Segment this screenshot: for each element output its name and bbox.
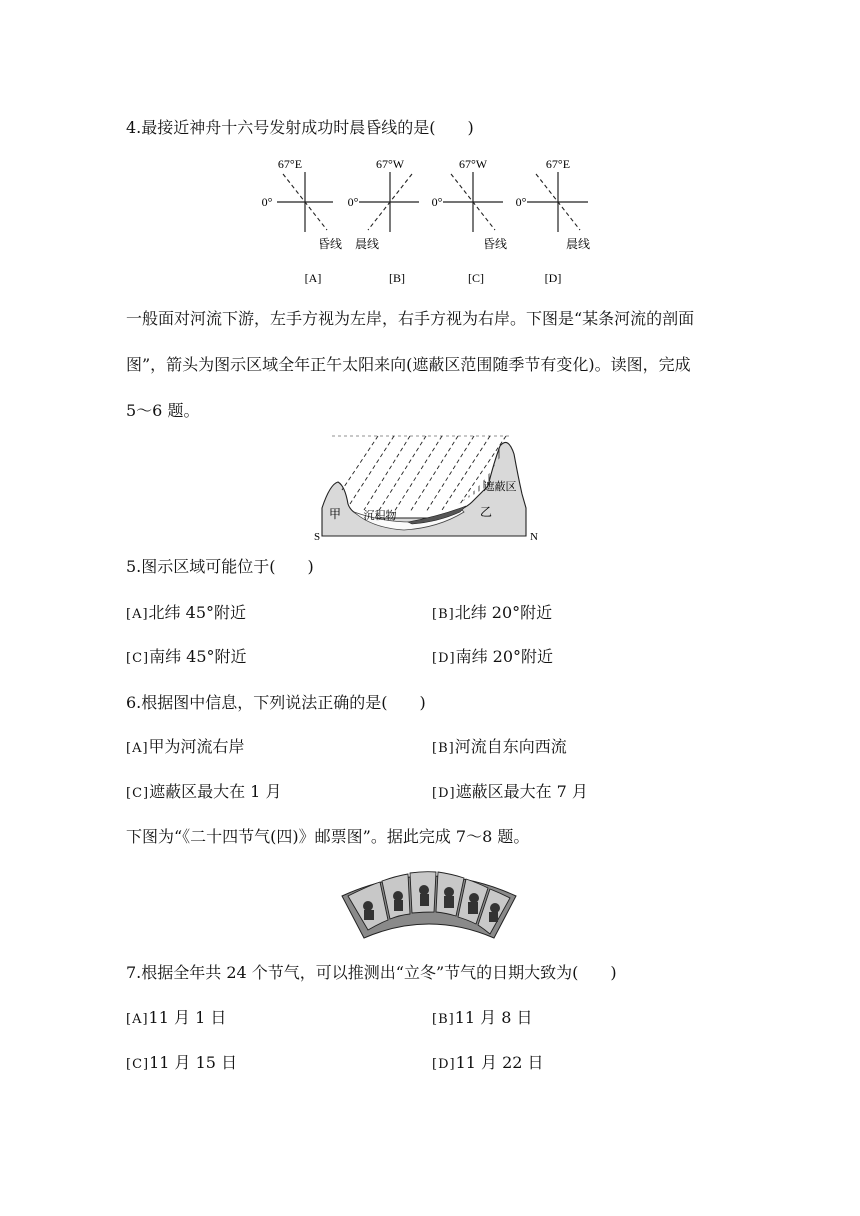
label-south: S: [313, 531, 321, 543]
option-text: 11 月 22 日: [455, 1053, 544, 1072]
panel-d: [516, 157, 590, 285]
q7-option-b[interactable]: [432, 1007, 533, 1031]
q6-stem: 6.根据图中信息，下列说法正确的是( ): [126, 693, 426, 712]
q6-option-d[interactable]: [432, 781, 588, 805]
panel-c-letter: [C]: [468, 271, 484, 285]
panel-c: [432, 157, 507, 285]
option-tag: [C]: [126, 1057, 150, 1072]
panel-c-left-label: 0°: [431, 195, 443, 209]
option-tag: [A]: [126, 607, 149, 622]
option-text: 11 月 1 日: [148, 1008, 227, 1027]
panel-d-letter: [D]: [544, 271, 562, 285]
option-tag: [B]: [432, 1012, 455, 1027]
option-tag: [C]: [126, 651, 150, 666]
option-text: 北纬 45°附近: [148, 603, 246, 622]
label-sediment: 沉积物: [363, 510, 397, 522]
q4-stem: 4.最接近神舟十六号发射成功时晨昏线的是( ): [126, 118, 474, 137]
intro56-line2: 图”，箭头为图示区域全年正午太阳来向(遮蔽区范围随季节有变化)。读图，完成: [126, 355, 691, 374]
option-tag: [A]: [126, 741, 149, 756]
label-north: N: [530, 531, 538, 543]
q7-stem: 7.根据全年共 24 个节气，可以推测出“立冬”节气的日期大致为( ): [126, 963, 617, 982]
panel-b-letter: [B]: [389, 271, 405, 285]
stamp-fan-figure: [338, 862, 520, 942]
q5-option-a[interactable]: [126, 602, 246, 626]
label-yi: 乙: [479, 505, 493, 519]
option-text: 11 月 8 日: [454, 1008, 533, 1027]
option-text: 遮蔽区最大在 7 月: [455, 782, 588, 801]
panel-b-line-label: 晨线: [354, 237, 380, 251]
option-text: 南纬 20°附近: [455, 647, 554, 666]
q5-stem: 5.图示区域可能位于( ): [126, 557, 314, 576]
q6-option-a[interactable]: [126, 736, 245, 760]
option-text: 北纬 20°附近: [454, 603, 553, 622]
option-text: 遮蔽区最大在 1 月: [149, 782, 282, 801]
panel-d-line-label: 晨线: [565, 237, 591, 251]
q6-option-b[interactable]: [432, 736, 567, 760]
panel-b-top-label: 67°W: [375, 157, 405, 171]
option-tag: [A]: [126, 1012, 149, 1027]
panel-b-left-label: 0°: [347, 195, 359, 209]
terminator-options-figure: [255, 150, 605, 292]
option-tag: [D]: [432, 651, 456, 666]
option-tag: [C]: [126, 786, 150, 801]
q7-option-d[interactable]: [432, 1052, 544, 1076]
panel-c-line-label: 昏线: [482, 237, 508, 251]
option-text: 11 月 15 日: [149, 1053, 238, 1072]
panel-d-left-label: 0°: [515, 195, 527, 209]
q5-option-c[interactable]: [126, 646, 247, 670]
option-tag: [B]: [432, 741, 455, 756]
q5-option-b[interactable]: [432, 602, 552, 626]
panel-a-left-label: 0°: [261, 195, 273, 209]
intro78-line: 下图为“《二十四节气(四)》邮票图”。据此完成 7～8 题。: [126, 827, 530, 846]
label-shade-area: 遮蔽区: [483, 481, 517, 493]
intro56-line3: 5～6 题。: [126, 401, 200, 420]
option-tag: [B]: [432, 607, 455, 622]
option-text: 河流自东向西流: [454, 737, 567, 756]
panel-a-line-label: 昏线: [317, 237, 343, 251]
q7-option-c[interactable]: [126, 1052, 237, 1076]
q5-option-d[interactable]: [432, 646, 553, 670]
option-text: 甲为河流右岸: [148, 737, 245, 756]
label-jia: 甲: [328, 507, 342, 521]
option-tag: [D]: [432, 1057, 456, 1072]
panel-a: [262, 157, 342, 285]
panel-d-top-label: 67°E: [545, 157, 571, 171]
q7-option-a[interactable]: [126, 1007, 226, 1031]
panel-c-top-label: 67°W: [458, 157, 488, 171]
panel-a-top-label: 67°E: [277, 157, 303, 171]
river-profile-figure: [312, 432, 552, 544]
q6-option-c[interactable]: [126, 781, 281, 805]
panel-b: [348, 157, 419, 285]
intro56-line1: 一般面对河流下游，左手方视为左岸，右手方视为右岸。下图是“某条河流的剖面: [126, 309, 695, 328]
option-tag: [D]: [432, 786, 456, 801]
panel-a-letter: [A]: [304, 271, 322, 285]
option-text: 南纬 45°附近: [149, 647, 247, 666]
